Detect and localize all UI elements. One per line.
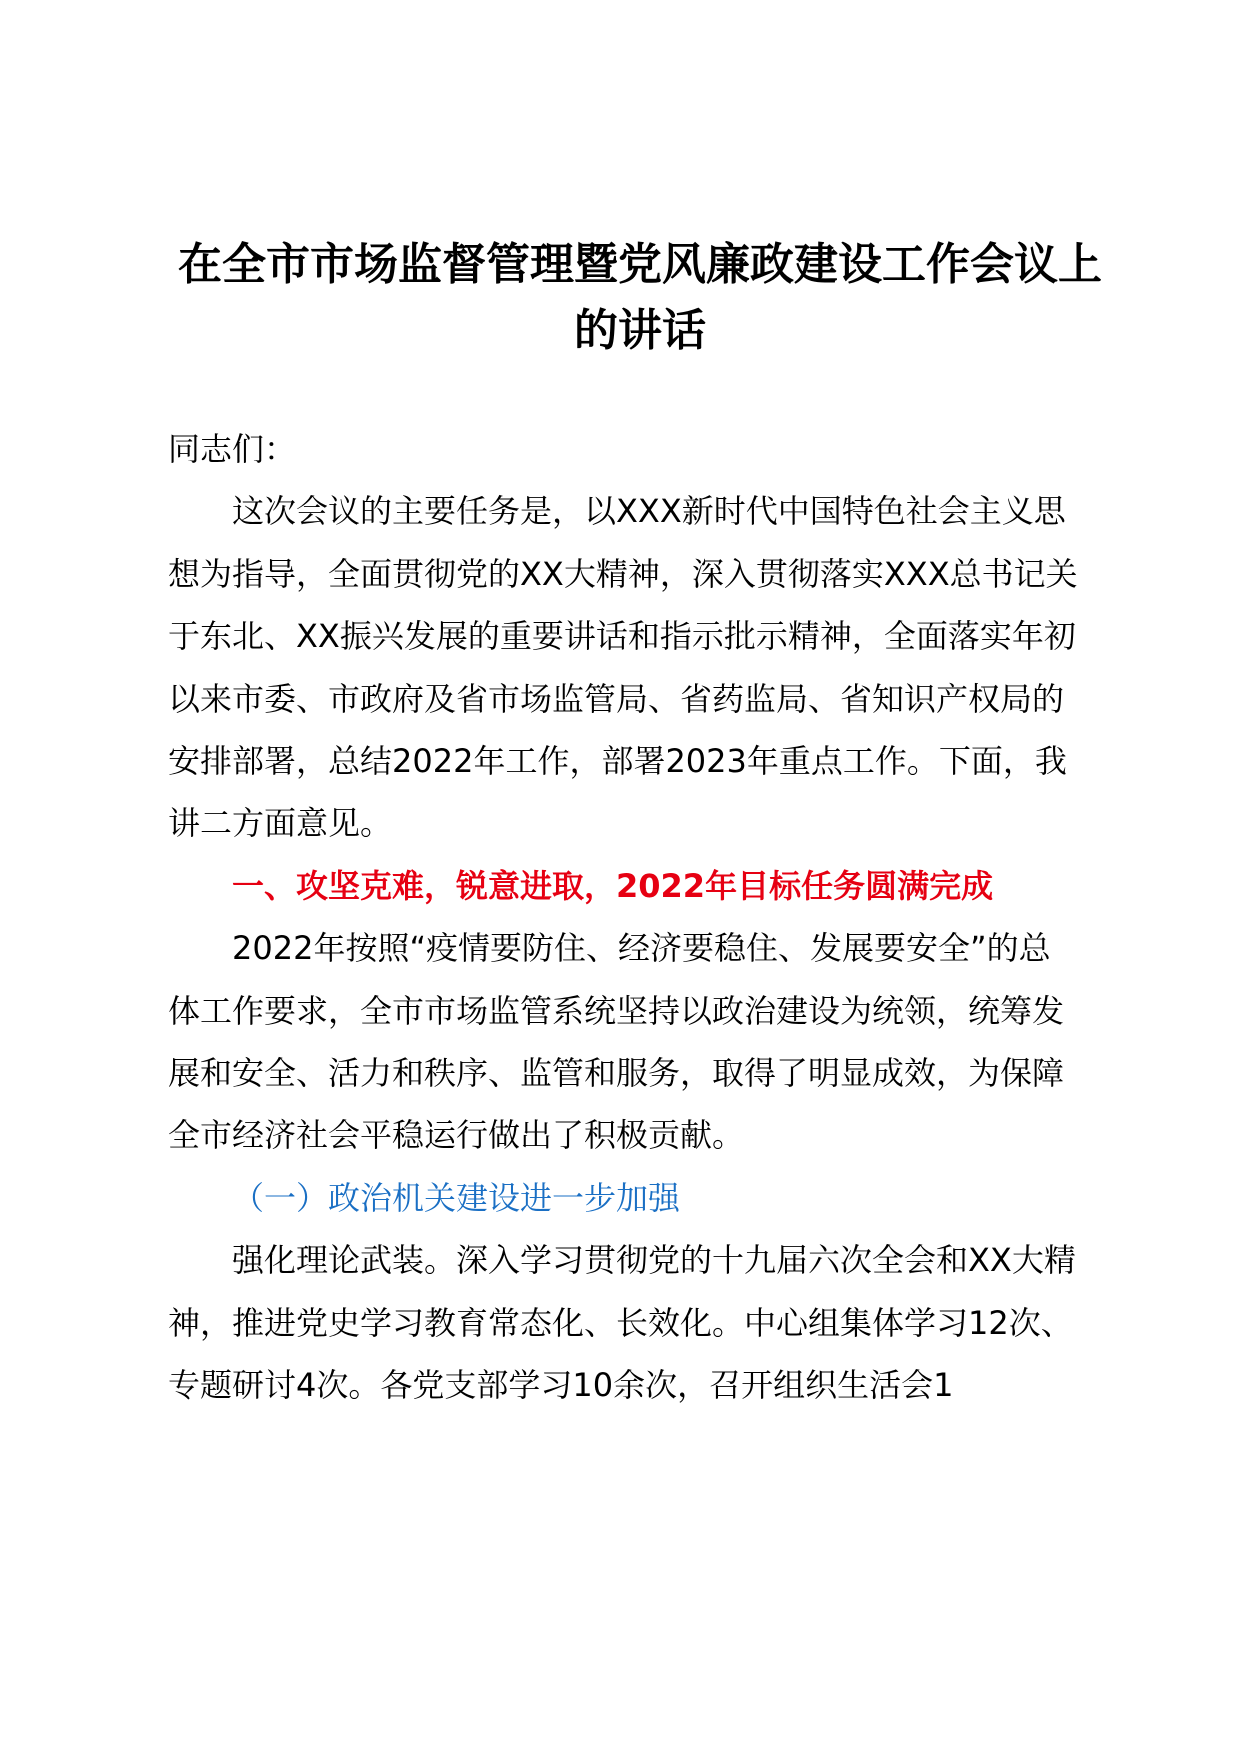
section-1-line: 体工作要求，全市市场监管系统坚持以政治建设为统领，统筹发 xyxy=(168,991,1065,1030)
salutation: 同志们： xyxy=(168,430,297,468)
intro-line: 这次会议的主要任务是，以XXX新时代中国特色社会主义思 xyxy=(232,492,1066,531)
intro-paragraph xyxy=(168,480,1128,854)
intro-line: 于东北、XX振兴发展的重要讲话和指示批示精神，全面落实年初 xyxy=(168,617,1076,656)
intro-line: 安排部署，总结2022年工作，部署2023年重点工作。下面，我 xyxy=(168,742,1067,781)
intro-line: 以来市委、市政府及省市场监管局、省药监局、省知识产权局的 xyxy=(168,679,1065,718)
subsection-1-line: 神，推进党史学习教育常态化、长效化。中心组集体学习12次、 xyxy=(168,1303,1073,1342)
page-title xyxy=(150,232,1130,364)
intro-line: 想为指导，全面贯彻党的XX大精神，深入贯彻落实XXX总书记关 xyxy=(168,554,1078,593)
subsection-1-line: 强化理论武装。深入学习贯彻党的十九届六次全会和XX大精 xyxy=(232,1241,1076,1280)
subsection-heading-1: （一）政治机关建设进一步加强 xyxy=(232,1178,681,1217)
section-1-line: 全市经济社会平稳运行做出了积极贡献。 xyxy=(168,1116,745,1155)
title-line-2: 的讲话 xyxy=(574,305,706,356)
title-line-1: 在全市市场监督管理暨党风廉政建设工作会议上 xyxy=(178,239,1102,290)
subsection-1-paragraph xyxy=(168,1229,1128,1416)
intro-line: 讲二方面意见。 xyxy=(168,804,393,843)
section-heading-1: 一、攻坚克难，锐意进取，2022年目标任务圆满完成 xyxy=(232,866,994,905)
section-1-line: 展和安全、活力和秩序、监管和服务，取得了明显成效，为保障 xyxy=(168,1054,1065,1093)
document-body xyxy=(168,418,1128,1417)
section-1-paragraph xyxy=(168,917,1128,1167)
section-1-line: 2022年按照“疫情要防住、经济要稳住、发展要安全”的总 xyxy=(232,929,1051,968)
subsection-1-line: 专题研讨4次。各党支部学习10余次，召开组织生活会1 xyxy=(168,1366,954,1405)
